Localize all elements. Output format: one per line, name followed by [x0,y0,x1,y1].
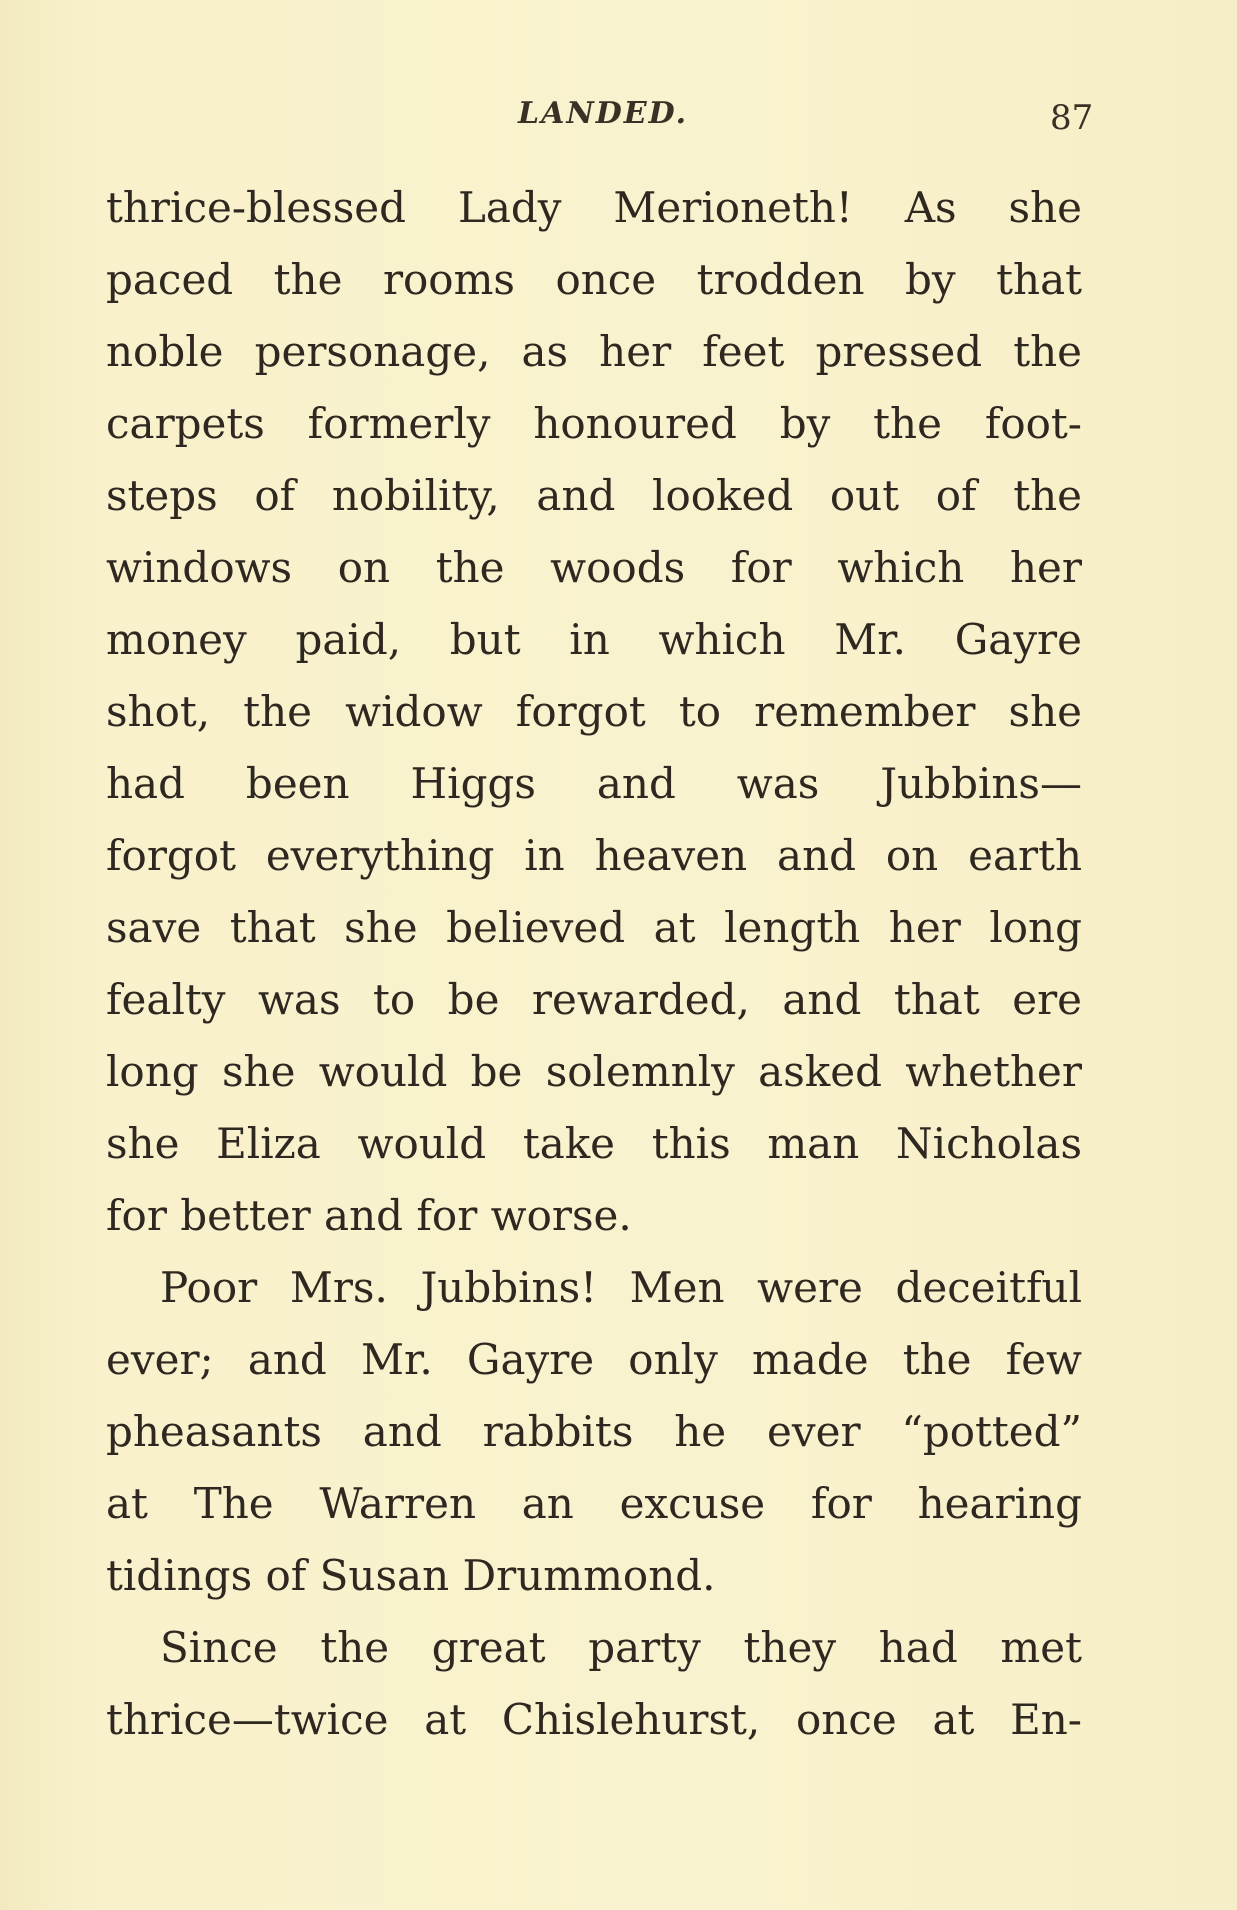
paragraph-first-line: Since the great party they had met [160,1623,1082,1672]
text-line: money paid, but in which Mr. Gayre [106,615,1082,664]
text-line: for better and for worse. [106,1191,632,1240]
text-line: thrice—twice at Chislehurst, once at En- [106,1695,1082,1744]
paragraph-first-line: Poor Mrs. Jubbins! Men were deceitful [160,1263,1082,1312]
text-line: save that she believed at length her long [106,903,1082,952]
text-line: had been Higgs and was Jubbins— [106,759,1082,808]
text-line: thrice-blessed Lady Merioneth! As she [106,183,1082,232]
text-line: at The Warren an excuse for hearing [106,1479,1082,1528]
text-line: she Eliza would take this man Nicholas [106,1119,1082,1168]
text-line: forgot everything in heaven and on earth [106,831,1082,880]
body-text [106,172,1082,1756]
text-line: noble personage, as her feet pressed the [106,327,1082,376]
running-title: LANDED. [518,96,689,131]
text-line: steps of nobility, and looked out of the [106,471,1082,520]
text-line: shot, the widow forgot to remember she [106,687,1082,736]
text-line: ever; and Mr. Gayre only made the few [106,1335,1082,1384]
text-line: pheasants and rabbits he ever “potted” [106,1407,1082,1456]
text-line: windows on the woods for which her [106,543,1082,592]
text-line: carpets formerly honoured by the foot- [106,399,1082,448]
page-number: 87 [1050,98,1094,138]
running-head [0,96,1237,146]
text-line: long she would be solemnly asked whether [106,1047,1082,1096]
text-line: tidings of Susan Drummond. [106,1551,716,1600]
text-line: fealty was to be rewarded, and that ere [106,975,1082,1024]
text-line: paced the rooms once trodden by that [106,255,1082,304]
